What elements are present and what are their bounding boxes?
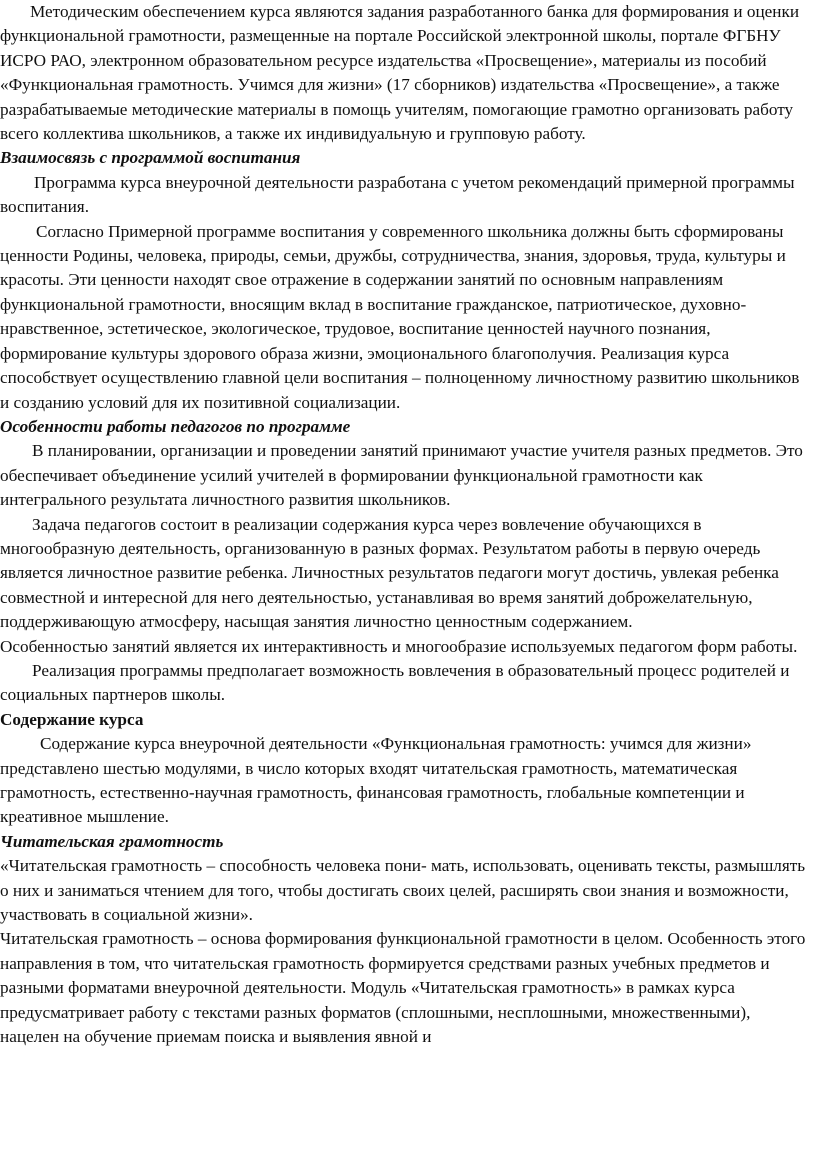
paragraph-interactivity: Особенностью занятий является их интерактивность и многообразие используемых педагогом форм работы. xyxy=(0,636,798,656)
heading-reading-literacy: Читательская грамотность xyxy=(0,831,224,851)
paragraph-modules: Содержание курса внеурочной деятельности «Функциональная грамотность: учимся для жизни» представлено шестью модулями, в число которых входят читательская грамотность, математическая грамотность, естественно-научная грамотность, финансовая грамотность, глобальные компетенции и креативное мышление. xyxy=(0,734,752,827)
heading-course-content: Содержание курса xyxy=(0,709,144,729)
heading-teachers-work: Особенности работы педагогов по программе xyxy=(0,416,351,436)
paragraph-reading-definition: «Читательская грамотность – способность человека пони- мать, использовать, оценивать тексты, размышлять о них и заниматься чтением для того, чтобы достигать своих целей, расширять свои знания и возможности, участвовать в социальной жизни». xyxy=(0,856,806,925)
paragraph-values: Согласно Примерной программе воспитания у современного школьника должны быть сформированы ценности Родины, человека, природы, семьи, дружбы, сотрудничества, знания, здоровья, труда, культуры и красоты. Эти ценности находят свое отражение в содержании занятий по основным направлениям функциональной грамотности, вносящим вклад в воспитание гражданское, патриотическое, духовно-нравственное, эстетическое, экологическое, трудовое, воспитание ценностей научного познания, формирование культуры здорового образа жизни, эмоционального благополучия. Реализация курса способствует осуществлению главной цели воспитания – полноценному личностному развитию школьников и созданию условий для их позитивной социализации. xyxy=(0,221,800,412)
paragraph-teachers-task: Задача педагогов состоит в реализации содержания курса через вовлечение обучающихся в многообразную деятельность, организованную в разных формах. Результатом работы в первую очередь является личностное развитие ребенка. Личностных результатов педагоги могут достичь, увлекая ребенка совместной и интересной для него деятельностью, устанавливая во время занятий доброжелательную, поддерживающую атмосферу, насыщая занятия личностно ценностным содержанием. xyxy=(0,514,779,632)
paragraph-parents: Реализация программы предполагает возможность вовлечения в образовательный процесс родителей и социальных партнеров школы. xyxy=(0,660,790,705)
paragraph-planning: В планировании, организации и проведении занятий принимают участие учителя разных предметов. Это обеспечивает объединение усилий учителей в формировании функциональной грамотности как интегрального результата личностного развития школьников. xyxy=(0,441,803,510)
heading-upbringing-relation: Взаимосвязь с программой воспитания xyxy=(0,148,301,168)
paragraph-methodological-support: Методическим обеспечением курса являются задания разработанного банка для формирования и оценки функциональной грамотности, размещенные на портале Российской электронной школы, портале ФГБНУ ИСРО РАО, электронном образовательном ресурсе издательства «Просвещение», материалы из пособий «Функциональная грамотность. Учимся для жизни» (17 сборников) издательства «Просвещение», а также разрабатываемые методические материалы в помощь учителям, помогающие грамотно организовать работу всего коллектива школьников, а также их индивидуальную и групповую работу. xyxy=(0,2,800,144)
paragraph-program-upbringing: Программа курса внеурочной деятельности разработана с учетом рекомендаций примерной программы воспитания. xyxy=(0,172,795,217)
paragraph-reading-basis: Читательская грамотность – основа формирования функциональной грамотности в целом. Особенность этого направления в том, что читательская грамотность формируется средствами разных учебных предметов и разными форматами внеурочной деятельности. Модуль «Читательская грамотность» в рамках курса предусматривает работу с текстами разных форматов (сплошными, несплошными, множественными), нацелен на обучение приемам поиска и выявления явной и xyxy=(0,929,806,1047)
